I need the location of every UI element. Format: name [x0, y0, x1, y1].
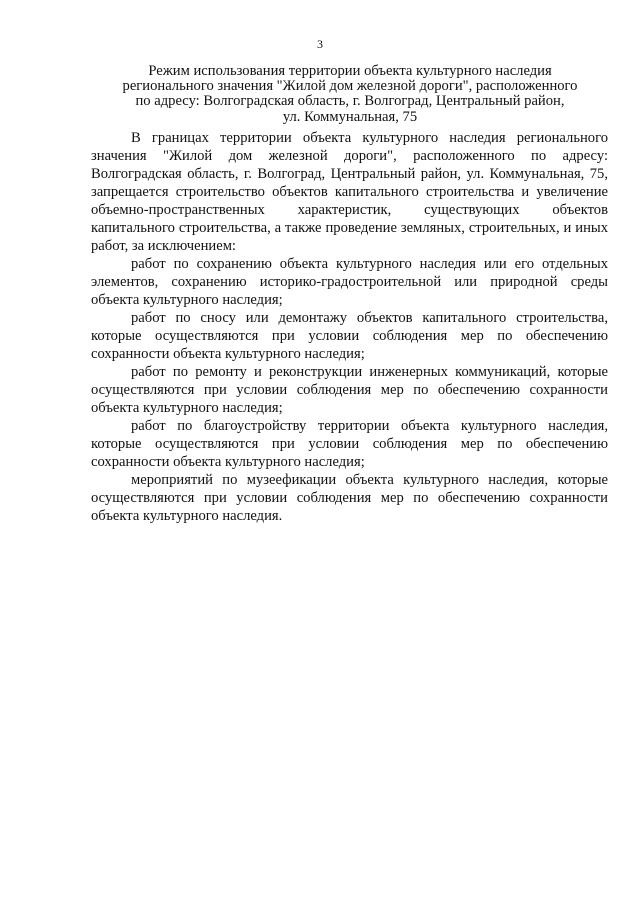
title-line-3: по адресу: Волгоградская область, г. Волгоград, Центральный район,	[135, 93, 565, 110]
page-number: 3	[317, 37, 323, 51]
paragraph-intro: В границах территории объекта культурного наследия регионального значения "Жилой дом железной дороги", расположенного по адресу: Волгоградская область, г. Волгоград, Центральный район, ул. Коммунальная, 75, запрещается строительство объектов капитального строительства и увеличение объемно-пространственных характеристик, существующих объектов капитального строительства, а также проведение земляных, строительных, и иных работ, за исключением:	[91, 130, 608, 254]
paragraph-exception-demolition: работ по сносу или демонтажу объектов капитального строительства, которые осуществляются при условии соблюдения мер по обеспечению сохранности объекта культурного наследия;	[91, 310, 608, 362]
title-line-4: ул. Коммунальная, 75	[282, 108, 418, 125]
paragraph-exception-preservation: работ по сохранению объекта культурного наследия или его отдельных элементов, сохранению историко-градостроительной или природной среды объекта культурного наследия;	[91, 256, 608, 308]
document-body	[91, 129, 608, 525]
paragraph-exception-museumification: мероприятий по музеефикации объекта культурного наследия, которые осуществляются при условии соблюдения мер по обеспечению сохранности объекта культурного наследия.	[91, 472, 608, 524]
document-title	[92, 64, 608, 125]
paragraph-exception-landscaping: работ по благоустройству территории объекта культурного наследия, которые осуществляются при условии соблюдения мер по обеспечению сохранности объекта культурного наследия;	[91, 418, 608, 470]
paragraph-exception-utilities: работ по ремонту и реконструкции инженерных коммуникаций, которые осуществляются при условии соблюдения мер по обеспечению сохранности объекта культурного наследия;	[91, 364, 608, 416]
title-line-1: Режим использования территории объекта культурного наследия	[148, 63, 552, 79]
title-line-2: регионального значения "Жилой дом железной дороги", расположенного	[122, 78, 578, 95]
